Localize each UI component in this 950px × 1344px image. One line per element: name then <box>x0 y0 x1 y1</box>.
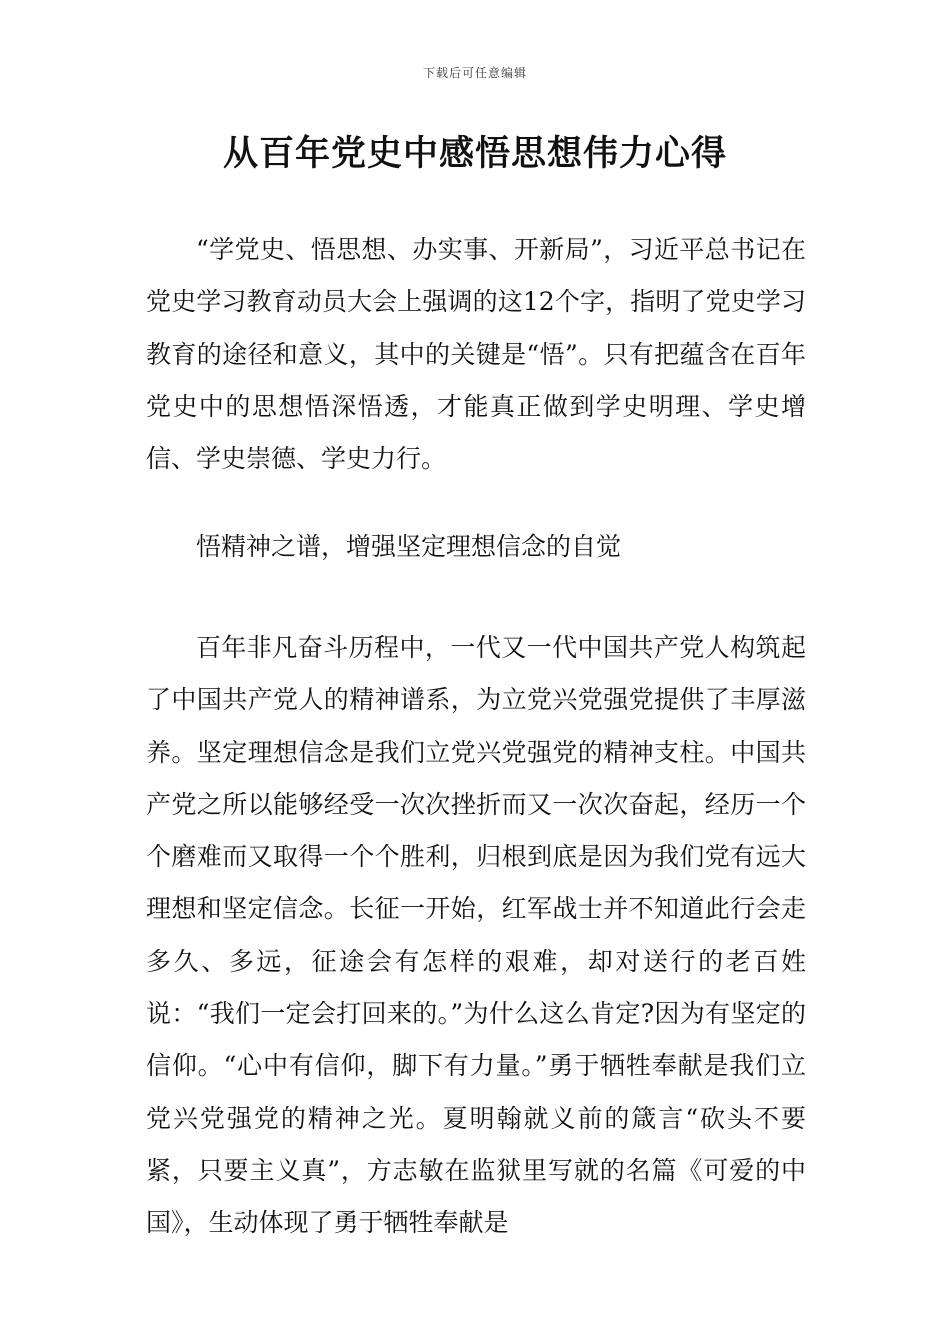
section-heading: 悟精神之谱，增强坚定理想信念的自觉 <box>196 532 622 561</box>
header-note: 下载后可任意编辑 <box>422 66 527 80</box>
document-title: 从百年党史中感悟思想伟力心得 <box>222 134 727 174</box>
paragraph-intro: “学党史、悟思想、办实事、开新局”，习近平总书记在党史学习教育动员大会上强调的这12个字，指明了党史学习教育的途径和意义，其中的关键是“悟”。只有把蕴含在百年党史中的思想悟深悟透，才能真正做到学史明理、学史增信、学史崇德、学史力行。 <box>146 235 806 474</box>
paragraph-body: 百年非凡奋斗历程中，一代又一代中国共产党人构筑起了中国共产党人的精神谱系，为立党兴党强党提供了丰厚滋养。坚定理想信念是我们立党兴党强党的精神支柱。中国共产党之所以能够经受一次次挫折而又一次次奋起，经历一个个磨难而又取得一个个胜利，归根到底是因为我们党有远大理想和坚定信念。长征一开始，红军战士并不知道此行会走多久、多远，征途会有怎样的艰难，却对送行的老百姓说：“我们一定会打回来的。”为什么这么肯定?因为有坚定的信仰。“心中有信仰，脚下有力量。”勇于牺牲奉献是我们立党兴党强党的精神之光。夏明翰就义前的箴言“砍头不要紧，只要主义真”，方志敏在监狱里写就的名篇《可爱的中国》，生动体现了勇于牺牲奉献是 <box>146 633 806 1238</box>
